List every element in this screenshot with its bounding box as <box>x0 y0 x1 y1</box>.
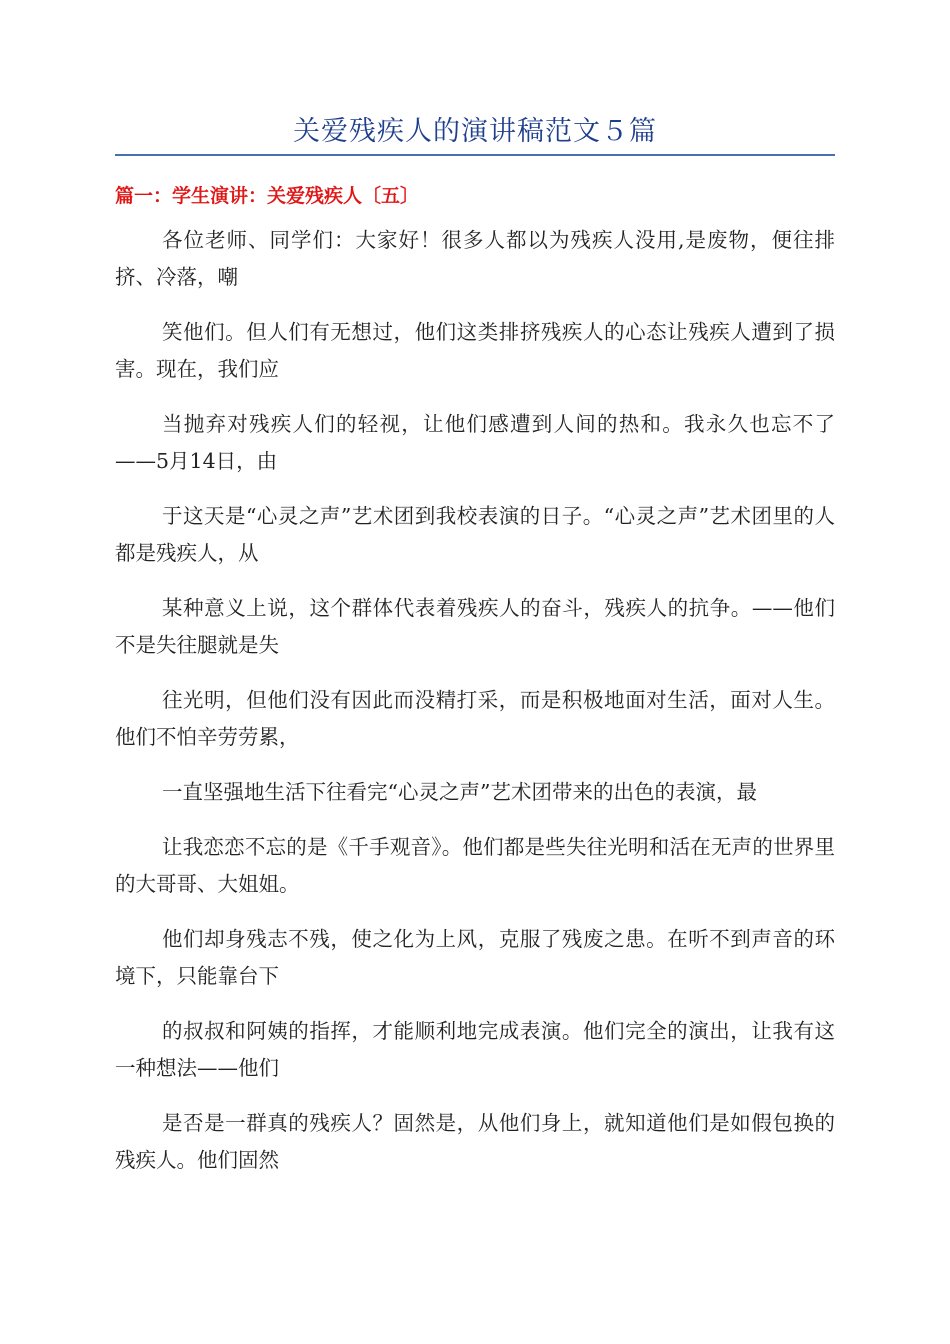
title-underline <box>115 154 835 156</box>
paragraph: 于这天是“心灵之声”艺术团到我校表演的日子。“心灵之声”艺术团里的人都是残疾人，从 <box>115 504 835 565</box>
paragraph: 笑他们。但人们有无想过，他们这类排挤残疾人的心态让残疾人遭到了损害。现在，我们应 <box>115 320 835 381</box>
paragraph: 是否是一群真的残疾人？固然是，从他们身上，就知道他们是如假包换的残疾人。他们固然 <box>115 1111 835 1172</box>
paragraph: 他们却身残志不残，使之化为上风，克服了残废之患。在听不到声音的环境下，只能靠台下 <box>115 927 835 988</box>
paragraph: 各位老师、同学们：大家好！很多人都以为残疾人没用,是废物，便往排挤、冷落，嘲 <box>115 228 835 289</box>
paragraph: 往光明，但他们没有因此而没精打采，而是积极地面对生活，面对人生。他们不怕辛劳劳累， <box>115 688 835 749</box>
body-text <box>115 222 835 1197</box>
paragraph: 某种意义上说，这个群体代表着残疾人的奋斗，残疾人的抗争。——他们不是失往腿就是失 <box>115 596 835 657</box>
paragraph: 让我恋恋不忘的是《千手观音》。他们都是些失往光明和活在无声的世界里的大哥哥、大姐姐。 <box>115 835 835 896</box>
document-title: 关爱残疾人的演讲稿范文５篇 <box>293 116 657 147</box>
paragraph: 的叔叔和阿姨的指挥，才能顺利地完成表演。他们完全的演出，让我有这一种想法——他们 <box>115 1019 835 1080</box>
paragraph: 当抛弃对残疾人们的轻视，让他们感遭到人间的热和。我永久也忘不了——5月14日，由 <box>115 412 835 473</box>
paragraph: 一直坚强地生活下往看完“心灵之声”艺术团带来的出色的表演，最 <box>162 780 757 804</box>
section-heading: 篇一：学生演讲：关爱残疾人〔五〕 <box>115 185 420 207</box>
